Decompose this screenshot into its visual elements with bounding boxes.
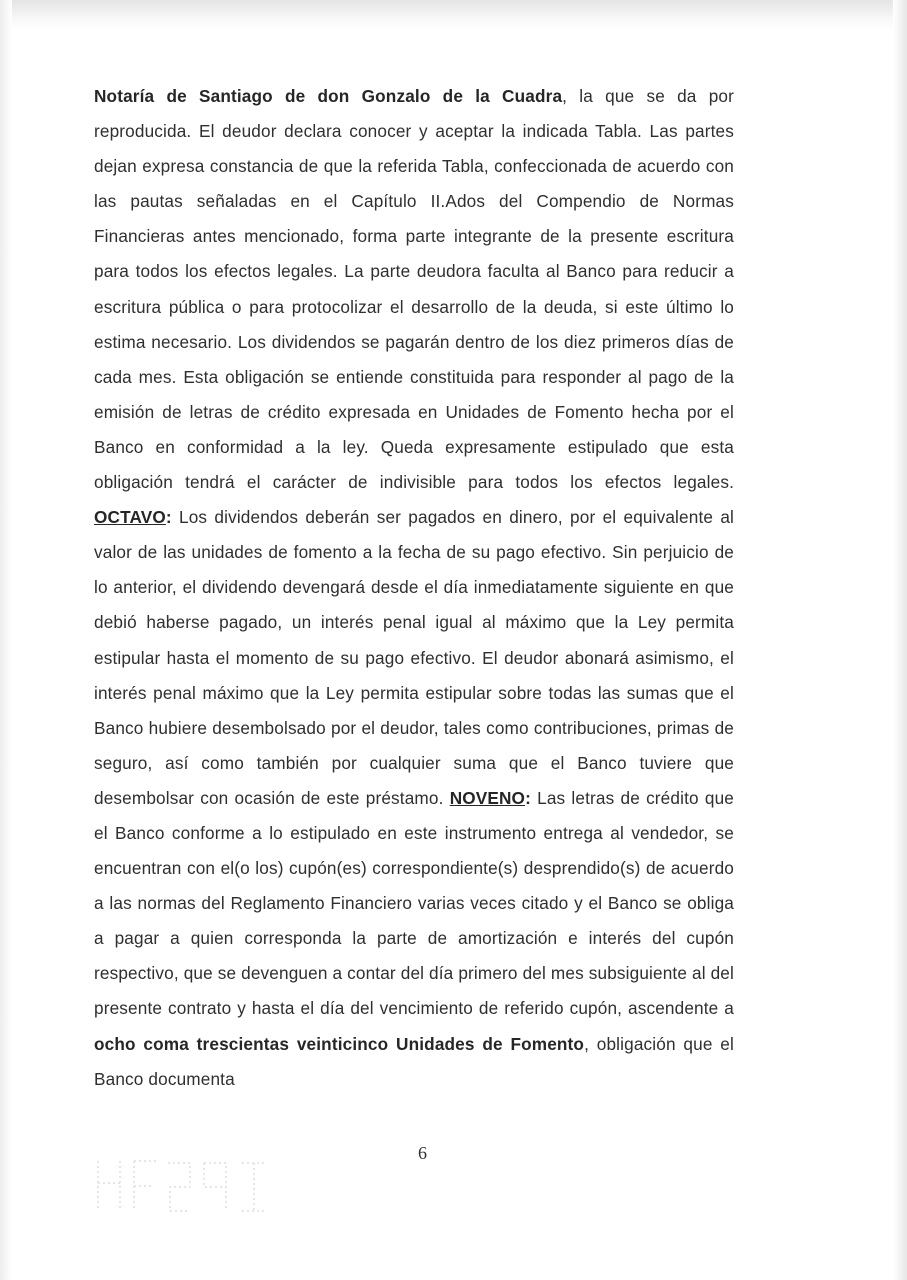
clause-heading-octavo: OCTAVO (94, 507, 166, 528)
scan-border-top (0, 0, 907, 30)
notary-name: Notaría de Santiago de don Gonzalo de la Cuadra (94, 86, 563, 106)
text-segment: , la que se da por reproducida. El deudor declara conocer y aceptar la indicada Tabla. Las partes dejan expresa constancia de que la referida Tabla, confeccionada de acuerdo con las pautas señaladas en el Capítulo II.Ados del Compendio de Normas Financieras antes mencionado, forma parte integrante de la presente escritura para todos los efectos legales. La parte deudora faculta al Banco para reducir a escritura pública o para protocolizar el desarrollo de la deuda, si este último lo estima necesario. Los dividendos se pagarán dentro de los diez primeros días de cada mes. Esta obligación se entiende constituida para responder al pago de la emisión de letras de crédito expresada en Unidades de Fomento hecha por el Banco en conformidad a la ley. Queda expresamente estipulado que esta obligación tendrá el carácter de indivisible para todos los efectos legales. (94, 86, 734, 493)
scan-border-right (893, 0, 907, 1280)
heading-colon: : (165, 507, 172, 528)
clause-heading-noveno: NOVENO (449, 787, 526, 808)
text-segment: Las letras de crédito que el Banco conforme a lo estipulado en este instrumento entrega al vendedor, se encuentran con el(o los) cupón(es) correspondiente(s) desprendido(s) de acuerdo a las normas del Reglamento Financiero varias veces citado y el Banco se obliga a pagar a quien corresponda la parte de amortización e interés del cupón respectivo, que se devenguen a contar del día primero del mes subsiguiente al del presente contrato y hasta el día del vencimiento de referido cupón, ascendente a (94, 787, 734, 1019)
scan-border-left (0, 0, 12, 1280)
text-segment: Los dividendos deberán ser pagados en dinero, por el equivalente al valor de las unidades de fomento a la fecha de su pago efectivo. Sin perjuicio de lo anterior, el dividendo devengará desde el día inmediatamente siguiente en que debió haberse pagado, un interés penal igual al máximo que la Ley permita estipular hasta el momento de su pago efectivo. El deudor abonará asimismo, el interés penal máximo que la Ley permita estipular sobre todas las sumas que el Banco hubiere desembolsado por el deudor, tales como contribuciones, primas de seguro, así como también por cualquier suma que el Banco tuviere que desembolsar con ocasión de este préstamo. (94, 507, 734, 808)
heading-colon: : (525, 787, 531, 808)
text-segment: , obligación que el Banco documenta (94, 1033, 734, 1089)
amount-in-words: ocho coma trescientas veinticinco Unidades de Fomento (94, 1033, 585, 1054)
page-number: 6 (418, 1143, 427, 1163)
embossed-seal-mark (86, 1153, 286, 1223)
body-paragraph (94, 79, 734, 1097)
